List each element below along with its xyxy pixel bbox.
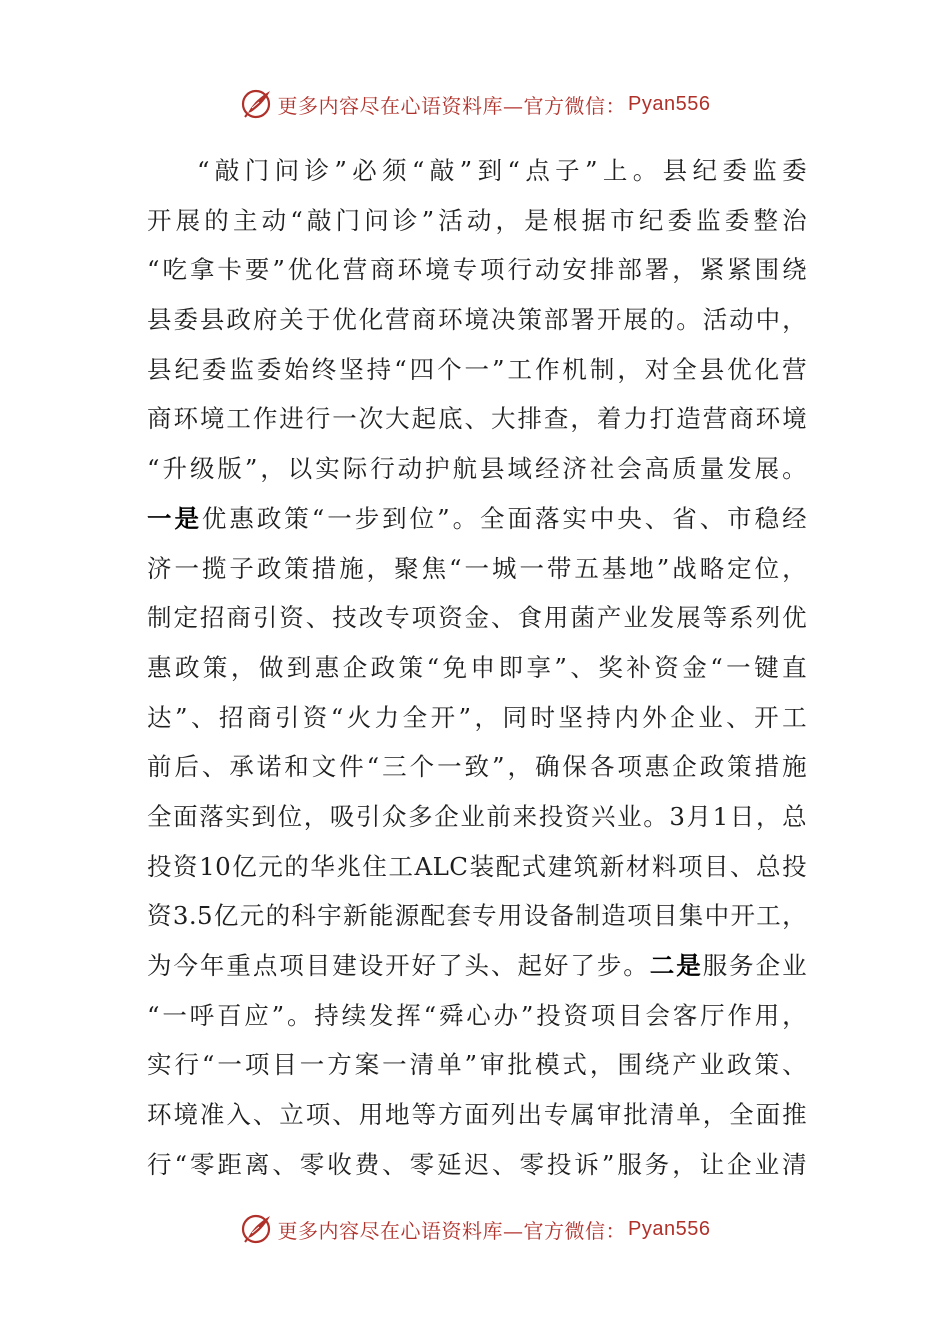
header-banner bbox=[0, 86, 950, 122]
text-line: 前后、承诺和文件“三个一致”，确保各项惠企政策措施 bbox=[147, 752, 807, 782]
text-line: 行“零距离、零收费、零延迟、零投诉”服务，让企业清 bbox=[147, 1149, 807, 1179]
point-marker-1: 一是 bbox=[147, 503, 202, 533]
text-line: 开展的主动“敲门问诊”活动，是根据市纪委监委整治 bbox=[147, 205, 807, 235]
text-line: 商环境工作进行一次大起底、大排查，着力打造营商环境 bbox=[147, 404, 807, 434]
banner-text: 更多内容尽在心语资料库—官方微信： bbox=[277, 1218, 627, 1243]
point-marker-2: 二是 bbox=[649, 951, 703, 980]
text-line: “一呼百应”。持续发挥“舜心办”投资项目会客厅作用， bbox=[147, 1000, 807, 1030]
text-line: 投资10亿元的华兆住工ALC装配式建筑新材料项目、总投 bbox=[147, 851, 807, 881]
text-line: “吃拿卡要”优化营商环境专项行动安排部署，紧紧围绕 bbox=[147, 255, 807, 285]
text-line: “敲门问诊”必须“敲”到“点子”上。县纪委监委 bbox=[197, 156, 807, 185]
text-line: 惠政策，做到惠企政策“免申即享”、奖补资金“一键直 bbox=[147, 652, 807, 682]
footer-banner bbox=[0, 1211, 950, 1247]
text-line bbox=[147, 494, 807, 544]
banner-text: 更多内容尽在心语资料库—官方微信： bbox=[277, 93, 627, 118]
text-line: 制定招商引资、技改专项资金、食用菌产业发展等系列优 bbox=[147, 603, 807, 633]
article-body bbox=[147, 146, 807, 1189]
text-line: 资3.5亿元的科宇新能源配套专用设备制造项目集中开工， bbox=[147, 901, 807, 931]
text-line: 济一揽子政策措施，聚焦“一城一带五基地”战略定位， bbox=[147, 553, 807, 583]
text-line: 县委县政府关于优化营商环境决策部署开展的。活动中， bbox=[147, 305, 807, 335]
text-line: 环境准入、立项、用地等方面列出专属审批清单，全面推 bbox=[147, 1100, 807, 1130]
wechat-id: Pyan556 bbox=[628, 1217, 711, 1240]
text-line: “升级版”，以实际行动护航县域经济社会高质量发展。 bbox=[147, 454, 807, 484]
feather-pen-icon bbox=[240, 87, 274, 121]
text-fragment: 优惠政策“一步到位”。全面落实中央、省、市稳经 bbox=[201, 503, 807, 533]
wechat-id: Pyan556 bbox=[628, 92, 711, 115]
text-line: 达”、招商引资“火力全开”，同时坚持内外企业、开工 bbox=[147, 702, 807, 732]
text-line: 实行“一项目一方案一清单”审批模式，围绕产业政策、 bbox=[147, 1050, 807, 1080]
text-line: 全面落实到位，吸引众多企业前来投资兴业。3月1日，总 bbox=[147, 801, 807, 831]
text-fragment: 服务企业 bbox=[702, 951, 807, 980]
feather-pen-icon bbox=[240, 1212, 274, 1246]
text-line: 县纪委监委始终坚持“四个一”工作机制，对全县优化营 bbox=[147, 354, 807, 384]
text-fragment: 为今年重点项目建设开好了头、起好了步。 bbox=[147, 951, 650, 980]
text-line bbox=[147, 941, 807, 991]
